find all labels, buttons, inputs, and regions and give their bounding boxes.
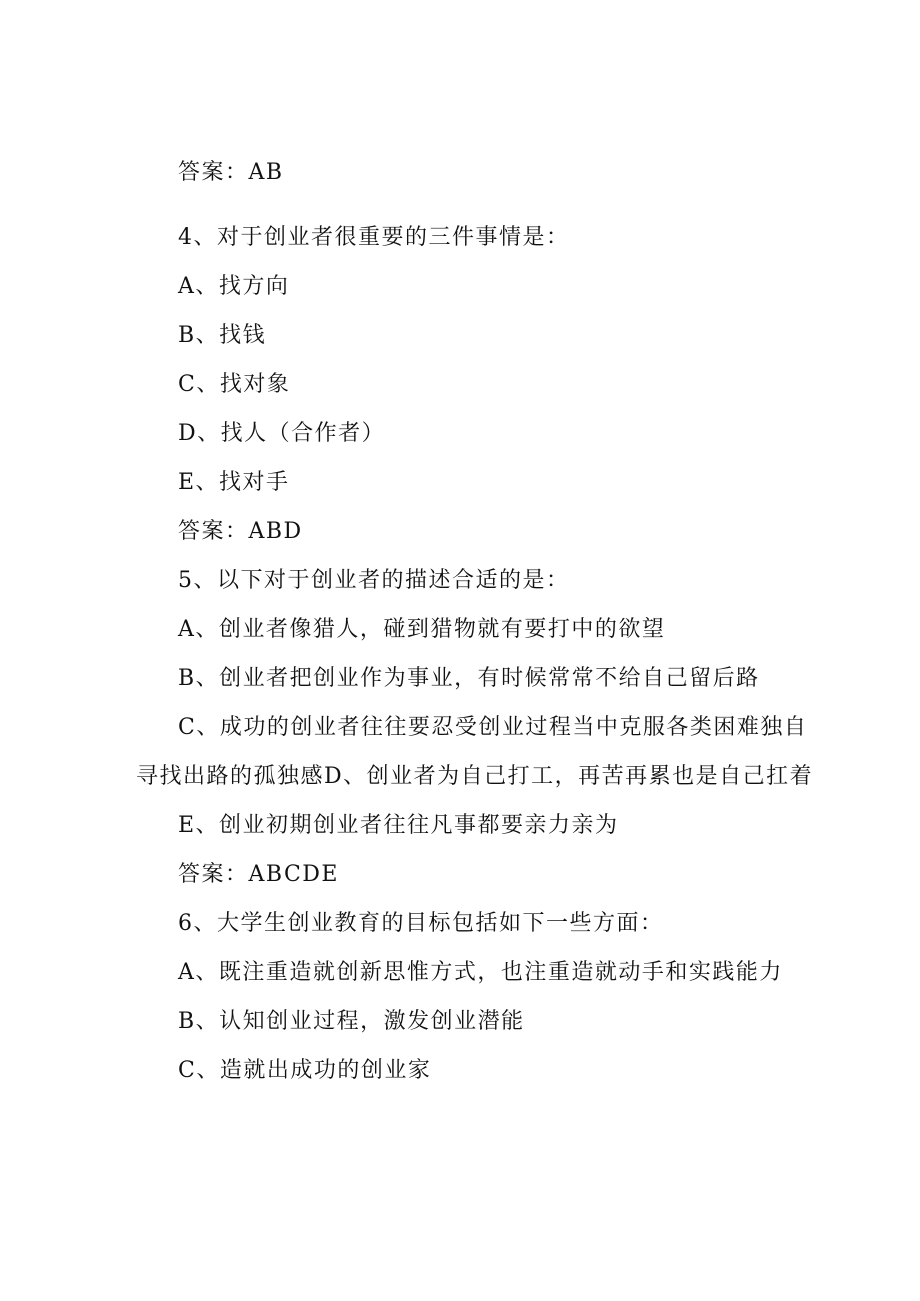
q4-option-a: A、找方向 [178,274,290,299]
question-4: 4、对于创业者很重要的三件事情是： [178,225,570,250]
question-6: 6、大学生创业教育的目标包括如下一些方面： [178,911,664,936]
q5-option-a: A、创业者像猎人，碰到猎物就有要打中的欲望 [178,617,666,642]
q4-option-b: B、找钱 [178,323,267,348]
q4-option-d: D、找人（合作者） [178,421,386,446]
q6-option-c: C、造就出成功的创业家 [178,1058,432,1083]
q6-option-b: B、认知创业过程，激发创业潜能 [178,1009,525,1034]
q5-option-c-line-2: 寻找出路的孤独感D、创业者为自己打工，再苦再累也是自己扛着 [136,764,814,789]
q5-option-b: B、创业者把创业作为事业，有时候常常不给自己留后路 [178,666,760,691]
answer-q3: 答案：AB [178,160,284,185]
q5-option-e: E、创业初期创业者往往凡事都要亲力亲为 [178,813,619,838]
answer-q5: 答案：ABCDE [178,862,339,887]
question-5: 5、以下对于创业者的描述合适的是： [178,568,570,593]
answer-q4: 答案：ABD [178,519,303,544]
q4-option-c: C、找对象 [178,372,291,397]
q6-option-a: A、既注重造就创新思惟方式，也注重造就动手和实践能力 [178,960,783,985]
q5-option-c-line-1: C、成功的创业者往往要忍受创业过程当中克服各类困难独自 [178,715,808,740]
q4-option-e: E、找对手 [178,470,290,495]
